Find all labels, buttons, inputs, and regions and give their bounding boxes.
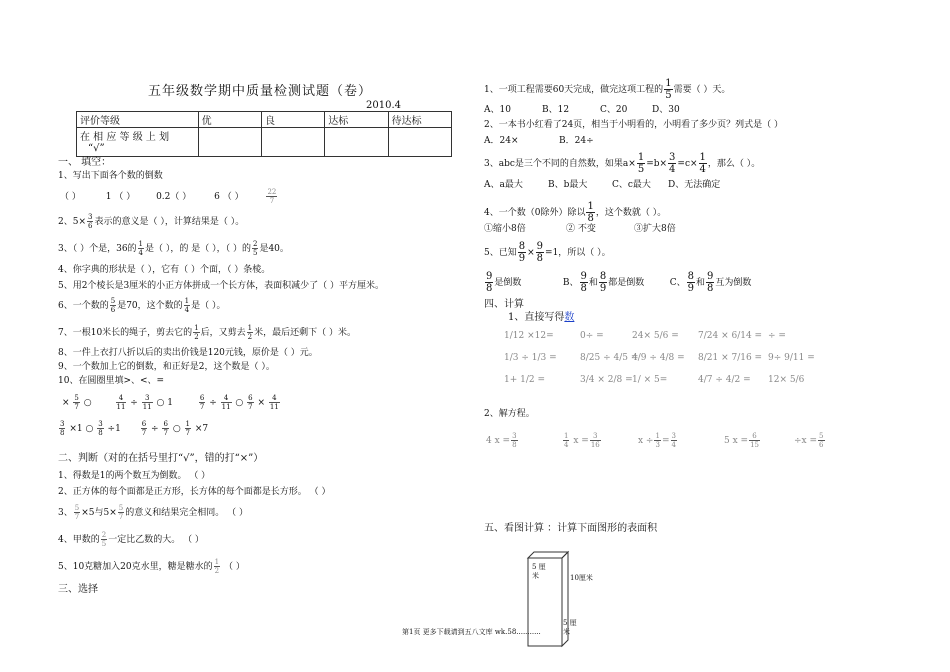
fraction-den: 8 (536, 253, 544, 264)
fraction-den: 7 (74, 403, 79, 411)
c3-text-c: =c× (677, 159, 698, 169)
eval-cell-good[interactable] (261, 128, 324, 157)
fraction-den: 5 (101, 540, 107, 548)
eval-cell-needs-work[interactable] (388, 128, 451, 157)
fraction-den: 7 (185, 429, 191, 437)
fraction-den: 8 (486, 283, 493, 294)
fraction-den: 3 (655, 441, 660, 449)
fraction-num: 5 (819, 432, 824, 440)
fraction-den: 6 (110, 306, 116, 314)
eval-row-label-line2: “√” (88, 143, 105, 154)
j3-text-c: 的意义和结果完全相同。 （ ） (125, 508, 248, 518)
eval-cell-excellent[interactable] (198, 128, 261, 157)
q2-text-b: 表示的意义是（ ），计算结果是（ ）。 (94, 217, 245, 227)
fraction (97, 420, 103, 437)
fraction-den: 5 (252, 249, 258, 257)
j4-fraction (101, 531, 107, 548)
question-1: 1、写出下面各个数的倒数 (58, 171, 163, 181)
c5-text-a: 5、已知 (484, 248, 517, 258)
fraction-den: 16 (590, 441, 600, 449)
judge-3 (58, 504, 248, 521)
fraction-num: 4 (269, 394, 280, 403)
calc-row-1 (504, 330, 786, 342)
q6-text-b: 是70，这个数的 (117, 301, 183, 311)
eval-row-label (77, 128, 199, 157)
fraction-num: 22 (267, 188, 277, 196)
fraction-den: 8 (580, 283, 587, 294)
q10-row-1 (62, 394, 281, 411)
fraction-num: 3 (512, 432, 517, 440)
fraction-num: 6 (199, 394, 205, 402)
figure-label-height: 10厘米 (570, 574, 593, 582)
section-3-title: 三、选择 (58, 584, 98, 595)
fraction (654, 432, 660, 449)
fraction-den: 9 (599, 283, 607, 294)
fraction (563, 432, 569, 449)
fraction-num: 3 (669, 152, 676, 163)
fraction-den: 4 (669, 164, 676, 175)
q2-fraction (87, 213, 93, 230)
judge-5 (58, 558, 245, 575)
c3-option-a[interactable]: A、a最大 (484, 180, 523, 190)
compare-circle[interactable]: ○ (172, 424, 181, 434)
eval-header-needs-work: 待达标 (388, 112, 451, 128)
fraction (590, 432, 601, 449)
equation-4 (724, 432, 794, 449)
eq-text: x = (570, 436, 589, 446)
fraction (142, 394, 153, 411)
operator: ÷ (151, 424, 159, 434)
equation-5 (794, 432, 826, 449)
c3-fraction-2 (668, 152, 676, 175)
q3-text-a: 3、（ ）个是，36的 (58, 244, 137, 254)
fraction-num: 8 (518, 241, 526, 252)
q6-text-c: 是（ ）。 (191, 301, 226, 311)
choice-2-options (484, 135, 594, 147)
fraction-den: 11 (116, 403, 126, 411)
j3-fraction-1 (74, 504, 80, 521)
cuboid-top-face (528, 552, 568, 558)
j5-text-a: 5、10克糖加入20克水里，糖是糖水的 (58, 562, 213, 572)
fraction-den: 8 (60, 429, 65, 437)
c2-option-a[interactable]: A．24× (484, 136, 519, 146)
fraction-num: 3 (98, 420, 103, 428)
sub-1-title (508, 311, 574, 324)
fraction-num: 6 (163, 420, 168, 428)
eq-text: = (661, 436, 670, 446)
fraction-den: 9 (518, 253, 526, 264)
fraction-num: 1 (564, 432, 569, 440)
question-1-items (60, 188, 278, 205)
fraction-num: 5 (74, 394, 79, 402)
operator: ÷ (130, 398, 138, 408)
fraction (73, 394, 79, 411)
fraction-num: 1 (587, 201, 594, 212)
fraction (818, 432, 824, 449)
section-5-title: 五、看图计算 ：计算下面图形的表面积 (484, 523, 658, 534)
option-prefix: C、 (669, 278, 686, 288)
choice-2: 2、一本书小红看了24页，相当于小明看的，小明看了多少页？列式是（ ） (484, 120, 784, 130)
fraction-den: 7 (74, 513, 80, 521)
fraction-num: 1 (214, 558, 220, 566)
choice-3-options (484, 179, 720, 191)
fraction-den: 11 (142, 403, 152, 411)
q2-text-a: 2、5× (58, 217, 86, 227)
q7-text-c: 米，最后还剩下（ ）米。 (254, 328, 357, 338)
fraction-num: 1 (655, 432, 660, 440)
question-7 (58, 324, 356, 341)
fraction (59, 420, 65, 437)
fraction-den: 7 (163, 429, 168, 437)
calc-row-2 (504, 352, 815, 364)
fraction-den: 8 (512, 441, 517, 449)
fraction-den: 8 (587, 213, 594, 224)
operator: ×7 (194, 424, 209, 434)
fraction-num: 5 (74, 504, 80, 512)
question-2 (58, 213, 244, 230)
q3-text-b: 是（ ），的 是（ ），（ ）的 (145, 244, 251, 254)
fraction (116, 394, 127, 411)
eq-text: ÷x = (794, 436, 818, 446)
fraction-den: 7 (141, 429, 147, 437)
fraction (185, 420, 191, 437)
fraction-num: 5 (110, 297, 116, 305)
fraction-num: 1 (194, 324, 199, 332)
fraction-num: 6 (749, 432, 760, 441)
j3-text-a: 3、 (58, 508, 73, 518)
choice-5-options (484, 271, 751, 294)
fraction-num: 3 (88, 213, 93, 221)
fraction-num: 1 (699, 152, 706, 163)
calc-item: 0÷ = (580, 331, 604, 341)
fraction-num: 8 (599, 271, 607, 282)
c3-text-a: 3、abc是三个不同的自然数，如果a× (484, 159, 636, 169)
q10-item (198, 394, 281, 411)
c1-option-d[interactable]: D、30 (652, 105, 680, 115)
calc-item: 8/21 × 7/16 = (698, 353, 763, 363)
c1-fraction (664, 78, 672, 101)
fraction-num: 1 (138, 240, 144, 248)
calc-item: 3/4 × 2/8 = (580, 375, 633, 385)
fraction-num: 3 (60, 420, 65, 428)
fraction-num: 1 (665, 78, 672, 89)
c5-fraction-1 (518, 241, 526, 264)
choice-1-options (484, 104, 680, 116)
section-1-title: 一、 填空： (58, 157, 112, 168)
evaluation-table (76, 111, 452, 157)
c2-option-b[interactable]: B．24÷ (559, 136, 594, 146)
choice-4-options (484, 223, 676, 235)
fraction-den: 2 (247, 333, 253, 341)
exam-date: 2010.4 (366, 100, 401, 111)
q1-item: （ ） (60, 192, 81, 202)
c3-text-b: =b× (646, 159, 668, 169)
page-title: 五年级数学期中质量检测试题（卷） (148, 84, 373, 99)
fraction-num: 2 (101, 531, 107, 539)
c3-fraction-3 (699, 152, 707, 175)
calc-item: 1/3 ÷ 1/3 = (504, 353, 557, 363)
equations-row (486, 432, 826, 449)
compare-circle[interactable]: ○ 1 (156, 398, 173, 408)
judge-1: 1、得数是1的两个数互为倒数。 （ ） (58, 471, 211, 481)
calc-item: 4/7 ÷ 4/2 = (698, 375, 751, 385)
q10-row-2 (58, 420, 208, 437)
fraction-den: 9 (687, 283, 695, 294)
q6-fraction-1 (110, 297, 116, 314)
q10-item (58, 420, 124, 437)
option-mid: 和 (696, 278, 706, 288)
question-9: 9、一个数加上它的倒数，和正好是2，这个数是（ ）。 (58, 362, 275, 372)
c3-text-d: ，那么（ ）。 (707, 159, 761, 169)
equation-2 (562, 432, 638, 449)
calc-item: 8/25 ÷ 4/5 = (580, 353, 639, 363)
eval-header-pass: 达标 (325, 112, 388, 128)
q10-item (140, 420, 209, 437)
fraction-num: 3 (590, 432, 601, 441)
q3-fraction-2 (252, 240, 258, 257)
fraction (199, 394, 205, 411)
fraction-num: 1 (637, 152, 645, 163)
option-prefix: B、 (562, 278, 579, 288)
fraction-num: 4 (116, 394, 127, 403)
fraction-den: 5 (637, 164, 645, 175)
question-4: 4、你字典的形状是（ ），它有（ ）个面，（ ）条棱。 (58, 265, 271, 275)
fraction-den: 2 (194, 333, 199, 341)
calc-item: 1+ 1/2 = (504, 375, 546, 385)
eval-header-excellent: 优 (198, 112, 261, 128)
j3-text-b: ×5与5× (81, 508, 117, 518)
fraction-num: 3 (142, 394, 153, 403)
c1-text-a: 1、一项工程需要60天完成，做完这项工程的 (484, 85, 664, 95)
j3-fraction-2 (118, 504, 124, 521)
c5-text-b: × (527, 248, 535, 258)
fraction (671, 432, 677, 449)
figure-label-bottom: 5 厘米 (563, 619, 577, 636)
choice-5 (484, 241, 611, 264)
j4-text-a: 4、甲数的 (58, 535, 100, 545)
fraction (749, 432, 760, 449)
eq-text: 5 x = (724, 436, 749, 446)
fraction (580, 271, 588, 294)
eval-row-label-line1: 在 相 应 等 级 上 划 (80, 132, 170, 143)
j4-text-b: 一定比乙数的大。 （ ） (108, 535, 204, 545)
operator: × (257, 398, 266, 408)
fraction-den: 8 (98, 429, 103, 437)
fraction-den: 4 (671, 441, 676, 449)
calc-item: 7/24 × 6/14 = (698, 331, 763, 341)
question-8: 8、一件上衣打八折以后的卖出价钱是120元钱，原价是（ ）元。 (58, 348, 318, 358)
q7-text-a: 7、一根10米长的绳子，剪去它的 (58, 328, 193, 338)
eq-text: 4 x = (486, 436, 511, 446)
page-footer: 第1页 更多下载请到五八文库 wk.58........... (402, 628, 541, 636)
fraction (162, 420, 168, 437)
judge-2: 2、正方体的每个面都是正方形，长方体的每个面都是长方形。 （ ） (58, 487, 331, 497)
fraction-den: 6 (88, 222, 93, 230)
question-5: 5、用2个棱长是3厘米的小正方体拼成一个长方体，表面积减少了（ ）平方厘米。 (58, 281, 385, 291)
j5-text-b: （ ） (221, 562, 245, 572)
section-4-title: 四、计算 (484, 299, 524, 310)
q3-text-c: 是40。 (259, 244, 289, 254)
fraction-den: 7 (118, 513, 124, 521)
operator: × (62, 398, 70, 408)
q6-text-a: 6、一个数的 (58, 301, 109, 311)
fraction-den: 5 (665, 90, 672, 101)
fraction-den: 4 (138, 249, 144, 257)
fraction-den: 6 (819, 441, 824, 449)
fraction-num: 5 (118, 504, 124, 512)
calc-item: 1/12 ×12= (504, 331, 554, 341)
option-text: 都是倒数 (608, 278, 645, 288)
c4-option-3[interactable]: ③扩大8倍 (634, 224, 676, 234)
fraction-num: 3 (671, 432, 676, 440)
fraction-num: 1 (247, 324, 253, 332)
fraction (706, 271, 714, 294)
calc-item: 9÷ 9/11 = (768, 353, 815, 363)
q7-fraction-2 (247, 324, 253, 341)
calc-item: 24× 5/6 = (632, 331, 679, 341)
operator: ÷1 (107, 424, 121, 434)
fraction (485, 271, 493, 294)
compare-circle[interactable]: ×1 ○ (69, 424, 94, 434)
c5-option-a[interactable] (484, 271, 560, 294)
q1-fraction (266, 188, 277, 205)
fraction-num: 6 (248, 394, 253, 402)
q1-item: 0.2（ ） (156, 192, 192, 202)
c5-option-c[interactable] (669, 271, 752, 294)
c4-text-b: ，这个数就（ ）。 (595, 208, 667, 218)
fraction-num: 9 (486, 271, 493, 282)
fraction-num: 9 (707, 271, 714, 282)
fraction-num: 9 (536, 241, 544, 252)
compare-circle[interactable]: ○ (235, 398, 244, 408)
fraction-num: 4 (221, 394, 232, 403)
fraction-den: 15 (750, 441, 759, 449)
fraction-den: 7 (269, 197, 275, 205)
section-2-title: 二、判断（对的在括号里打“√”，错的打“×”） (58, 453, 264, 464)
fraction-num: 6 (141, 420, 147, 428)
c1-option-a[interactable]: A、10 (484, 105, 511, 115)
question-10: 10、在圆圈里填>、<、= (58, 376, 165, 386)
fraction (247, 394, 253, 411)
q10-item (62, 394, 95, 411)
c4-option-2[interactable]: ② 不变 (566, 224, 596, 234)
eval-cell-pass[interactable] (325, 128, 388, 157)
calc-item: 4/9 ÷ 4/8 = (632, 353, 685, 363)
q7-text-b: 后，又剪去 (200, 328, 246, 338)
fraction (511, 432, 517, 449)
c4-fraction (586, 201, 594, 224)
c5-option-b[interactable] (563, 271, 667, 294)
calc-item: 1/ × 5= (632, 375, 668, 385)
c4-option-1[interactable]: ①缩小8倍 (484, 224, 526, 234)
eq-text: x ÷ (638, 436, 654, 446)
fraction (221, 394, 232, 411)
c3-fraction-1 (637, 152, 645, 175)
fraction-den: 4 (184, 306, 190, 314)
fraction (269, 394, 280, 411)
fraction-num: 2 (252, 240, 258, 248)
c3-option-d[interactable]: D、无法确定 (668, 180, 721, 190)
fraction-num: 1 (185, 420, 191, 428)
calc-item: ÷ = (768, 331, 786, 341)
fraction (599, 271, 607, 294)
figure-label-top: 5 厘米 (532, 563, 546, 580)
choice-3 (484, 152, 760, 175)
question-3 (58, 240, 289, 257)
fraction (687, 271, 695, 294)
c3-option-b[interactable]: B、b最大 (548, 180, 588, 190)
q10-item (115, 394, 176, 411)
option-text: 互为倒数 (715, 278, 752, 288)
c1-option-b[interactable]: B、12 (542, 105, 570, 115)
judge-4 (58, 531, 204, 548)
sub-1-text: 1、直接写得 (508, 312, 565, 323)
fraction-den: 4 (699, 164, 706, 175)
fraction-den: 7 (248, 403, 253, 411)
operator: ÷ (209, 398, 217, 408)
c1-option-c[interactable]: C、20 (600, 105, 628, 115)
j5-fraction (214, 558, 220, 575)
calc-item: 12× 5/6 (768, 375, 805, 385)
c5-fraction-2 (536, 241, 544, 264)
option-text: 是倒数 (494, 278, 522, 288)
compare-circle[interactable]: ○ (83, 398, 92, 408)
c1-text-b: 需要（ ）天。 (673, 85, 731, 95)
fraction-num: 9 (580, 271, 587, 282)
q1-item: 1 （ ） (105, 192, 136, 202)
q1-item: 6 （ ） (214, 192, 244, 202)
sub-1-link[interactable]: 数 (564, 312, 575, 323)
c4-text-a: 4、一个数（0除外）除以 (484, 208, 586, 218)
fraction-den: 8 (707, 283, 714, 294)
c3-option-c[interactable]: C、c最大 (612, 180, 651, 190)
fraction (141, 420, 147, 437)
choice-4 (484, 201, 666, 224)
eval-header-level: 评价等级 (77, 112, 199, 128)
fraction-den: 7 (199, 403, 205, 411)
equation-3 (638, 432, 724, 449)
equation-1 (486, 432, 562, 449)
q6-fraction-2 (184, 297, 190, 314)
fraction-den: 11 (269, 403, 279, 411)
eval-header-good: 良 (261, 112, 324, 128)
sub-2-title: 2、解方程。 (484, 409, 535, 419)
question-6 (58, 297, 226, 314)
q7-fraction-1 (193, 324, 199, 341)
fraction-den: 4 (564, 441, 569, 449)
fraction-num: 1 (184, 297, 190, 305)
q3-fraction-1 (138, 240, 144, 257)
fraction-den: 11 (221, 403, 231, 411)
fraction-den: 2 (214, 567, 220, 575)
fraction-num: 8 (687, 271, 695, 282)
option-mid: 和 (588, 278, 598, 288)
c5-text-c: =1，所以（ ）。 (545, 248, 611, 258)
calc-row-3 (504, 374, 804, 386)
choice-1 (484, 78, 730, 101)
